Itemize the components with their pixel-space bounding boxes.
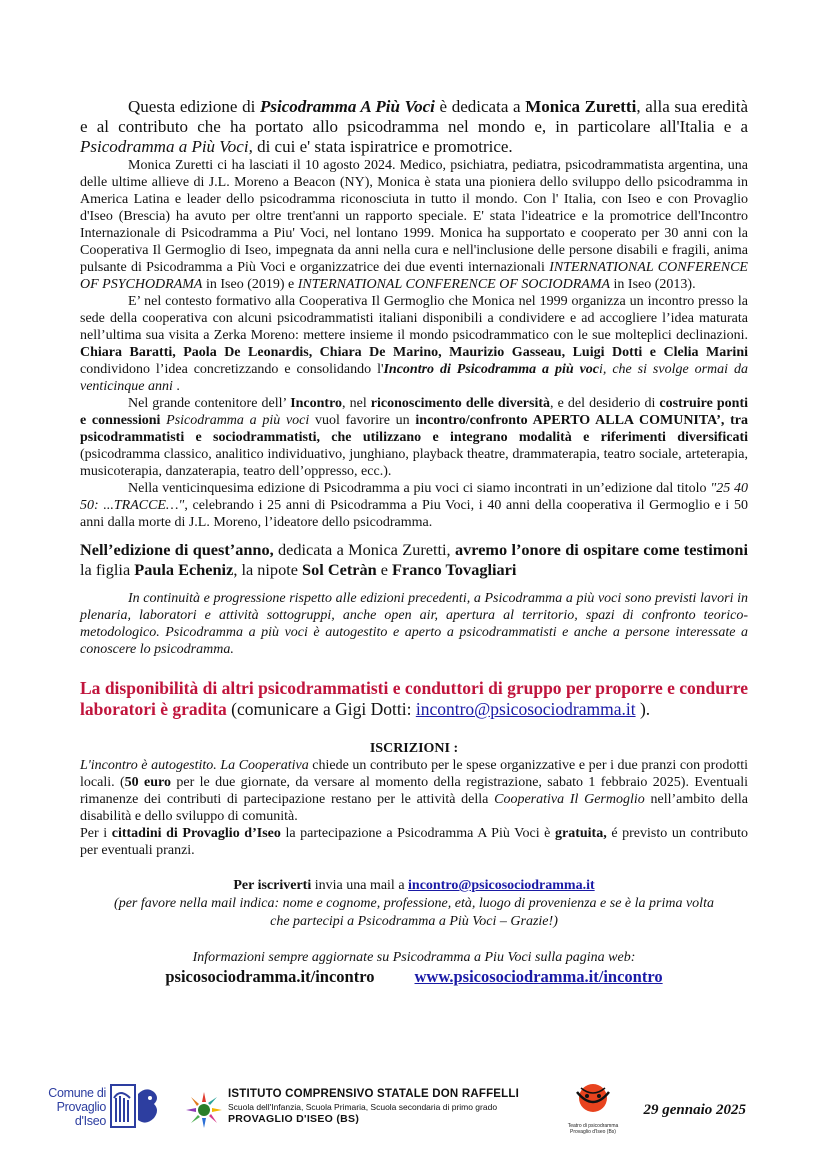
school-logo-icon (184, 1090, 224, 1130)
bio-paragraph: Monica Zuretti ci ha lasciati il 10 agosto 2024. Medico, psichiatra, pediatra, psicodrammatista argentina, una delle ultime allieve di J.L. Moreno a Beacon (NY), Monica è stata una pioniera dello sviluppo dello psicodramma in America Latina e leader dello psicodramma riconosciuta in tutto il mondo. Con l' Italia, con Iseo e con Provaglio d'Iseo (Brescia) ha avuto per oltre trent'anni un rapporto speciale. E' stata l'ideatrice e la promotrice dell'Incontro Internazionale di Psicodramma a Piu' Voci, nel lontano 1999. Monica ha supportato e cooperato per 30 anni con la Cooperativa Il Germoglio di Iseo, impegnata da anni nella cura e nell'inclusione delle persone disabili e fragili, anima pulsante di Psicodramma a Più Voci e organizzatrice dei due eventi internazionali INTERNATIONAL CONFERENCE OF PSYCHODRAMA in Iseo (2019) e INTERNATIONAL CONFERENCE OF SOCIODRAMA in Iseo (2013). (80, 158, 748, 292)
school-name-block (228, 1088, 568, 1126)
registration-heading: ISCRIZIONI : (369, 741, 459, 756)
comune-logo: Comune di Provaglio d'Iseo (48, 1086, 106, 1128)
short-url: psicosociodramma.it/incontro (165, 967, 375, 986)
context-paragraph: E’ nel contesto formativo alla Cooperativa Il Germoglio che Monica nel 1999 organizza un incontro presso la sede della cooperativa con alcuni psicodrammatisti italiani disponibili a condividere e ad accogliere l’idea maturata nell’ultima sua visita a Zerka Moreno: mettere insieme il mondo psicodrammatico con le sue molteplici declinazioni. Chiara Baratti, Paola De Leonardis, Chiara De Marino, Maurizio Gasseau, Luigi Dotti e Clelia Marini condividono l’idea concretizzando e consolidando l'Incontro di Psicodramma a più voci, che si svolge ormai da venticinque anni . (80, 294, 748, 394)
contact-email-link[interactable]: incontro@psicosociodramma.it (415, 699, 636, 719)
edition-paragraph: Nella venticinquesima edizione di Psicodramma a piu voci ci siamo incontrati in un’edizione dal titolo "25 40 50: ...TRACCE…", celebrando i 25 anni di Psicodramma a Piu Voci, i 40 anni della cooperativa il Germoglio e i 50 anni dalla morte di J.L. Moreno, l’ideatore dello psicodramma. (80, 481, 749, 530)
container-paragraph: Nel grande contenitore dell’ Incontro, nel riconoscimento delle diversità, e del desiderio di costruire ponti e connessioni Psicodramma a più voci vuol favorire un incontro/confronto APERTO ALLA COMUNITA’, tra psicodrammatisti e sociodrammatisti, che utilizzano e integrano modalità e riferimenti diversificati (psicodramma classico, analitico individuativo, junghiano, playback theatre, drammaterapia, teatro sociale, arteterapia, musicoterapia, danzaterapia, teatro dell’oppresso, ecc.). (80, 396, 749, 479)
registration-paragraph: L'incontro è autogestito. La Cooperativa chiede un contributo per le spese organizzative e per i due pranzi con prodotti locali. (50 euro per le due giornate, da versare al momento della registrazione, sabato 1 febbraio 2025). Eventuali rimanenze dei contributi di partecipazione restano per le attività della Cooperativa Il Germoglio nell’ambito della disabilità e dello sviluppo di comunità. (80, 758, 748, 824)
call-for-facilitators: La disponibilità di altri psicodrammatisti e conduttori di gruppo per proporre e condurre laboratori è gradita (comunicare a Gigi Dotti: incontro@psicosociodramma.it ). (80, 678, 748, 719)
school-levels: Scuola dell'Infanzia, Scuola Primaria, Scuola secondaria di primo grado (228, 1102, 498, 1112)
comune-crest-icon (110, 1084, 162, 1128)
website-line (80, 967, 748, 987)
guests-paragraph: Nell’edizione di quest’anno, dedicata a Monica Zuretti, avremo l’onore di ospitare come testimoni la figlia Paula Echeniz, la nipote Sol Cetràn e Franco Tovagliari (80, 540, 749, 579)
info-line: Informazioni sempre aggiornate su Psicodramma a Piu Voci sulla pagina web: (192, 950, 636, 965)
intro-paragraph: Questa edizione di Psicodramma A Più Voci è dedicata a Monica Zuretti, alla sua eredità e al contributo che ha portato allo psicodramma nel mondo e, in particolare all'Italia e a Psicodramma a Più Voci, di cui e' stata ispiratrice e promotrice. (80, 97, 748, 156)
signup-email-link[interactable]: incontro@psicosociodramma.it (408, 878, 595, 893)
document-body (80, 97, 748, 987)
signup-note: (per favore nella mail indica: nome e cognome, professione, età, luogo di provenienza e se è la prima volta che partecipi a Psicodramma a Più Voci – Grazie!) (114, 896, 714, 929)
residents-paragraph: Per i cittadini di Provaglio d’Iseo la partecipazione a Psicodramma A Più Voci è gratuita, é previsto un contributo per eventuali pranzi. (80, 826, 748, 858)
website-link[interactable]: www.psicosociodramma.it/incontro (414, 967, 663, 986)
document-date: 29 gennaio 2025 (643, 1102, 746, 1118)
footer-logos (40, 1078, 756, 1148)
theatre-mask-icon (573, 1082, 613, 1118)
signup-line: Per iscriverti invia una mail a incontro@psicosociodramma.it (233, 878, 595, 893)
school-name: ISTITUTO COMPRENSIVO STATALE DON RAFFELLI (228, 1088, 520, 1100)
school-place: PROVAGLIO D'ISEO (BS) (228, 1113, 360, 1125)
teatro-logo: Teatro di psicodramma Provaglio d'Iseo (Bs) (560, 1082, 626, 1135)
continuity-paragraph: In continuità e progressione rispetto alle edizioni precedenti, a Psicodramma a più voci sono previsti lavori in plenaria, laboratori e attività sottogruppi, anche open air, apertura al territorio, spazi di confronto teorico-metodologico. Psicodramma a più voci è autogestito e aperto a psicodrammatisti e anche a persone interessate a conoscere lo psicodramma. (80, 591, 748, 657)
